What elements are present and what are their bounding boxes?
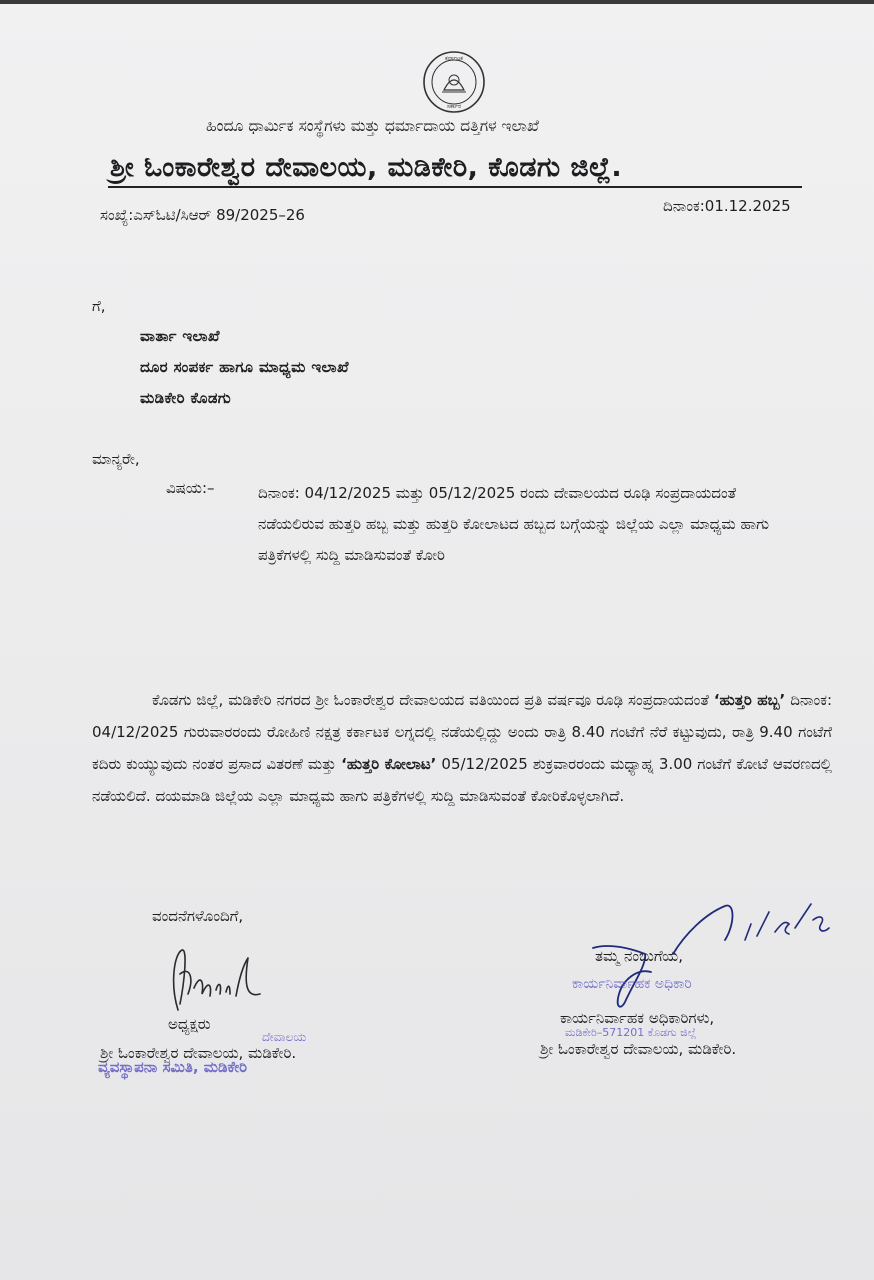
officer-stamp-address: ಮಡಿಕೇರಿ–571201 ಕೊಡಗು ಜಿಲ್ಲೆ bbox=[565, 1026, 697, 1039]
salutation: ಮಾನ್ಯರೇ, bbox=[92, 450, 140, 468]
heading-underline bbox=[108, 186, 802, 188]
festival-kolata-name: ‘ಹುತ್ತರಿ ಕೋಲಾಟ’ bbox=[341, 755, 437, 773]
handwritten-date: 1/12/25 bbox=[750, 928, 754, 929]
address-line: ವಾರ್ತಾ ಇಲಾಖೆ bbox=[140, 327, 220, 345]
yours-faithfully: ತಮ್ಮ ನಂಬುಗೆಯ, bbox=[595, 947, 684, 965]
reference-number: ಸಂಖ್ಯೆ:ಎಸ್‌ಓಟಿ/ಸಿಆರ್ 89/2025–26 bbox=[100, 206, 305, 224]
karnataka-seal-icon bbox=[422, 50, 486, 114]
seal-top-text: ಕರ್ನಾಟಕ bbox=[445, 55, 463, 62]
executive-officer-organisation: ಶ್ರೀ ಓಂಕಾರೇಶ್ವರ ದೇವಾಲಯ, ಮಡಿಕೇರಿ. bbox=[540, 1040, 737, 1058]
officer-stamp: ಕಾರ್ಯನಿರ್ವಾಹಕ ಅಧಿಕಾರಿ bbox=[572, 976, 692, 992]
department-name: ಹಿಂದೂ ಧಾರ್ಮಿಕ ಸಂಸ್ಥೆಗಳು ಮತ್ತು ಧರ್ಮಾದಾಯ ದತ್ತಿಗಳ ಇಲಾಖೆ bbox=[206, 117, 539, 135]
address-line: ದೂರ ಸಂಪರ್ಕ ಹಾಗೂ ಮಾಧ್ಯಮ ಇಲಾಖೆ bbox=[140, 358, 349, 376]
president-organisation: ಶ್ರೀ ಓಂಕಾರೇಶ್ವರ ದೇವಾಲಯ, ಮಡಿಕೇರಿ. bbox=[100, 1044, 297, 1062]
body-text: ಕೊಡಗು ಜಿಲ್ಲೆ, ಮಡಿಕೇರಿ ನಗರದ ಶ್ರೀ ಓಂಕಾರೇಶ್ವರ ದೇವಾಲಯದ ವತಿಯಿಂದ ಪ್ರತಿ ವರ್ಷವೂ ರೂಢಿ ಸಂಪ್ರದಾಯದಂತೆ bbox=[152, 691, 714, 709]
subject-text: ದಿನಾಂಕ: 04/12/2025 ಮತ್ತು 05/12/2025 ರಂದು ದೇವಾಲಯದ ರೂಢಿ ಸಂಪ್ರದಾಯದಂತೆ ನಡೆಯಲಿರುವ ಹುತ್ತರಿ ಹಬ್ಬ ಮತ್ತು ಹುತ್ತರಿ ಕೋಲಾಟದ ಹಬ್ಬದ ಬಗ್ಗೆಯನ್ನು ಜಿಲ್ಲೆಯ ಎಲ್ಲಾ ಮಾಧ್ಯಮ ಹಾಗು ಪತ್ರಿಕೆಗಳಲ್ಲಿ ಸುದ್ದಿ ಮಾಡಿಸುವಂತೆ ಕೋರಿ bbox=[258, 484, 770, 564]
subject-label: ವಿಷಯ:– bbox=[166, 479, 215, 497]
president-signature bbox=[160, 944, 270, 1016]
closing: ವಂದನೆಗಳೊಂದಿಗೆ, bbox=[152, 907, 244, 925]
seal-stamp-text: ದೇವಾಲಯ bbox=[262, 1030, 307, 1044]
to-label: ಗೆ, bbox=[92, 297, 106, 315]
temple-heading: ಶ್ರೀ ಓಂಕಾರೇಶ್ವರ ದೇವಾಲಯ, ಮಡಿಕೇರಿ, ಕೊಡಗು ಜಿಲ್ಲೆ. bbox=[110, 152, 623, 183]
president-title: ಅಧ್ಯಕ್ಷರು bbox=[168, 1015, 211, 1033]
letter-date: ದಿನಾಂಕ:01.12.2025 bbox=[663, 197, 791, 215]
body-text: 05/12/2025 ಶುಕ್ರವಾರರಂದು ಮಧ್ಯಾಹ್ನ 3.00 ಗಂಟೆಗೆ ಕೋಟೆ ಆವರಣದಲ್ಲಿ ನಡೆಯಲಿದೆ. ದಯಮಾಡಿ ಜಿಲ್ಲೆಯ ಎಲ್ಲಾ ಮಾಧ್ಯಮ ಹಾಗು ಪತ್ರಿಕೆಗಳಲ್ಲಿ ಸುದ್ದಿ ಮಾಡಿಸುವಂತೆ ಕೋರಿಕೊಳ್ಳಲಾಗಿದೆ. bbox=[92, 755, 833, 805]
body-text: ದಿನಾಂಕ: 04/12/2025 ಗುರುವಾರರಂದು ರೋಹಿಣಿ ನಕ್ಷತ್ರ ಕರ್ಕಾಟಕ ಲಗ್ನದಲ್ಲಿ ನಡೆಯಲ್ಲಿದ್ದು ಅಂದು ರಾತ್ರಿ 8.40 ಗಂಟೆಗೆ ನೆರೆ ಕಟ್ಟುವುದು, ರಾತ್ರಿ 9.40 ಗಂಟೆಗೆ ಕದಿರು ಕುಯ್ಯುವುದು ನಂತರ ಪ್ರಸಾದ ವಿತರಣೆ ಮತ್ತು bbox=[92, 691, 832, 773]
body-paragraph bbox=[92, 684, 832, 812]
address-line: ಮಡಿಕೇರಿ ಕೊಡಗು bbox=[140, 389, 232, 407]
committee-stamp: ವ್ಯವಸ್ಥಾಪನಾ ಸಮಿತಿ, ಮಡಿಕೇರಿ bbox=[98, 1058, 248, 1076]
top-border bbox=[0, 0, 874, 4]
seal-bottom-text: ಸರ್ಕಾರ bbox=[446, 103, 462, 110]
executive-officer-title: ಕಾರ್ಯನಿರ್ವಾಹಕ ಅಧಿಕಾರಿಗಳು, bbox=[560, 1009, 715, 1027]
festival-name: ‘ಹುತ್ತರಿ ಹಬ್ಬ’ bbox=[713, 691, 786, 709]
